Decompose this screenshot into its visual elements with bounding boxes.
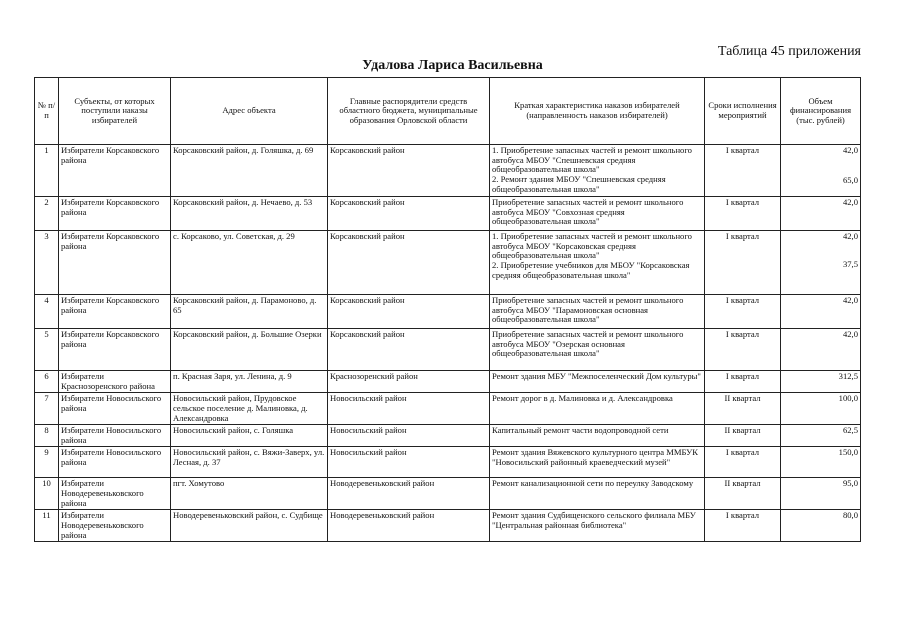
- description-item: Ремонт дорог в д. Малиновка и д. Александровка: [492, 393, 673, 404]
- table-row: [35, 393, 861, 425]
- row-description: [490, 510, 705, 542]
- row-subject: Избиратели Новодеревеньковского района: [59, 478, 171, 510]
- description-item: Ремонт здания Судбищенского сельского филиала МБУ "Центральная районная библиотека": [492, 510, 696, 530]
- row-amount: [781, 447, 861, 478]
- row-address: Новосильский район, Прудовское сельское поселение д. Малиновка, д. Александровка: [171, 393, 328, 425]
- row-description: [490, 425, 705, 447]
- row-subject: Избиратели Новодеревеньковского района: [59, 510, 171, 542]
- header-description: Краткая характеристика наказов избирателей (направленность наказов избирателей): [490, 78, 705, 145]
- row-term: I квартал: [705, 145, 781, 197]
- description-item: Ремонт здания МБУ "Межпоселенческий Дом культуры": [492, 371, 701, 381]
- row-address: п. Красная Заря, ул. Ленина, д. 9: [171, 371, 328, 393]
- person-name: Удалова Лариса Васильевна: [362, 58, 543, 73]
- row-term: I квартал: [705, 295, 781, 329]
- row-term: I квартал: [705, 329, 781, 371]
- amount-value: 100,0: [838, 393, 858, 404]
- row-subject: Избиратели Новосильского района: [59, 425, 171, 447]
- table-row: [35, 329, 861, 371]
- row-address: пгт. Хомутово: [171, 478, 328, 510]
- row-subject: Избиратели Корсаковского района: [59, 231, 171, 295]
- row-number: 11: [35, 510, 59, 542]
- row-amount: [781, 197, 861, 231]
- row-amount: [781, 145, 861, 197]
- row-manager: Корсаковский район: [328, 145, 490, 197]
- row-address: Корсаковский район, д. Большие Озерки: [171, 329, 328, 371]
- row-term: II квартал: [705, 393, 781, 425]
- description-item: Приобретение запасных частей и ремонт школьного автобуса МБОУ "Озерская основная общеобразовательная школа": [492, 329, 684, 359]
- description-item: 1. Приобретение запасных частей и ремонт школьного автобуса МБОУ "Корсаковская средняя общеобразовательная школа": [492, 231, 692, 261]
- row-subject: Избиратели Корсаковского района: [59, 329, 171, 371]
- table-row: [35, 510, 861, 542]
- amount-value: 95,0: [842, 478, 858, 489]
- row-amount: [781, 393, 861, 425]
- row-subject: Избиратели Корсаковского района: [59, 145, 171, 197]
- description-item: Капитальный ремонт части водопроводной сети: [492, 425, 669, 436]
- row-description: [490, 393, 705, 425]
- amount-value: 150,0: [838, 447, 858, 458]
- row-manager: Новосильский район: [328, 447, 490, 478]
- amount-value: 42,0: [842, 197, 858, 207]
- table-row: [35, 447, 861, 478]
- row-manager: Корсаковский район: [328, 231, 490, 295]
- table-header-row: [35, 78, 861, 145]
- row-subject: Избиратели Краснозоренского района: [59, 371, 171, 393]
- row-manager: Корсаковский район: [328, 197, 490, 231]
- row-number: 9: [35, 447, 59, 478]
- row-description: [490, 295, 705, 329]
- row-manager: Новодеревеньковский район: [328, 510, 490, 542]
- description-item: 2. Ремонт здания МБОУ "Спешневская средняя общеобразовательная школа": [492, 173, 666, 194]
- row-term: I квартал: [705, 447, 781, 478]
- row-term: I квартал: [705, 197, 781, 231]
- row-subject: Избиратели Корсаковского района: [59, 295, 171, 329]
- row-address: Корсаковский район, д. Нечаево, д. 53: [171, 197, 328, 231]
- description-item: 1. Приобретение запасных частей и ремонт школьного автобуса МБОУ "Спешневская средняя общеобразовательная школа": [492, 145, 692, 175]
- row-amount: [781, 478, 861, 510]
- row-number: 2: [35, 197, 59, 231]
- row-number: 10: [35, 478, 59, 510]
- amount-value: 42,0: [842, 231, 858, 241]
- amount-value: 42,0: [842, 329, 858, 339]
- row-amount: [781, 425, 861, 447]
- header-amount: Объем финансирования (тыс. рублей): [781, 78, 861, 145]
- orders-table: [34, 77, 861, 542]
- description-item: Ремонт здания Вяжевского культурного центра ММБУК "Новосильский районный краеведческий музей": [492, 447, 698, 467]
- row-amount: [781, 329, 861, 371]
- amount-value: 65,0: [842, 174, 858, 185]
- description-item: Приобретение запасных частей и ремонт школьного автобуса МБОУ "Совхозная средняя общеобразовательная школа": [492, 197, 684, 227]
- row-number: 6: [35, 371, 59, 393]
- table-row: [35, 478, 861, 510]
- table-row: [35, 425, 861, 447]
- row-manager: Корсаковский район: [328, 329, 490, 371]
- row-amount: [781, 295, 861, 329]
- row-manager: Краснозоренский район: [328, 371, 490, 393]
- header-manager: Главные распорядители средств областного бюджета, муниципальные образования Орловской области: [328, 78, 490, 145]
- row-amount: [781, 371, 861, 393]
- amount-value: 42,0: [842, 145, 858, 155]
- amount-value: 80,0: [842, 510, 858, 521]
- amount-value: 42,0: [842, 295, 858, 305]
- row-subject: Избиратели Новосильского района: [59, 393, 171, 425]
- row-term: II квартал: [705, 425, 781, 447]
- amount-value: 312,5: [838, 371, 858, 381]
- row-address: Новодеревеньковский район, с. Судбище: [171, 510, 328, 542]
- row-number: 7: [35, 393, 59, 425]
- amount-value: 62,5: [842, 425, 858, 436]
- row-manager: Новодеревеньковский район: [328, 478, 490, 510]
- row-description: [490, 447, 705, 478]
- header-term: Сроки исполнения мероприятий: [705, 78, 781, 145]
- row-term: I квартал: [705, 231, 781, 295]
- row-manager: Корсаковский район: [328, 295, 490, 329]
- row-address: Корсаковский район, д. Голяшка, д. 69: [171, 145, 328, 197]
- row-term: I квартал: [705, 371, 781, 393]
- appendix-label: Таблица 45 приложения: [717, 44, 861, 59]
- table-row: [35, 371, 861, 393]
- description-item: Ремонт канализационной сети по переулку Заводскому: [492, 478, 694, 489]
- row-amount: [781, 231, 861, 295]
- row-description: [490, 231, 705, 295]
- amount-value: 37,5: [842, 258, 858, 269]
- row-description: [490, 478, 705, 510]
- row-address: Корсаковский район, д. Парамоново, д. 65: [171, 295, 328, 329]
- row-subject: Избиратели Новосильского района: [59, 447, 171, 478]
- row-amount: [781, 510, 861, 542]
- row-address: Новосильский район, с. Голяшка: [171, 425, 328, 447]
- description-item: 2. Приобретение учебников для МБОУ "Корсаковская средняя общеобразовательная школа": [492, 259, 690, 280]
- row-subject: Избиратели Корсаковского района: [59, 197, 171, 231]
- row-description: [490, 145, 705, 197]
- row-term: I квартал: [705, 510, 781, 542]
- row-term: II квартал: [705, 478, 781, 510]
- row-description: [490, 371, 705, 393]
- table-row: [35, 295, 861, 329]
- table-row: [35, 231, 861, 295]
- table-row: [35, 145, 861, 197]
- row-manager: Новосильский район: [328, 425, 490, 447]
- row-number: 3: [35, 231, 59, 295]
- header-subject: Субъекты, от которых поступили наказы избирателей: [59, 78, 171, 145]
- row-address: Новосильский район, с. Вяжи-Заверх, ул. Лесная, д. 37: [171, 447, 328, 478]
- description-item: Приобретение запасных частей и ремонт школьного автобуса МБОУ "Парамоновская основная общеобразовательная школа": [492, 295, 684, 325]
- row-description: [490, 197, 705, 231]
- row-number: 1: [35, 145, 59, 197]
- row-number: 8: [35, 425, 59, 447]
- row-number: 4: [35, 295, 59, 329]
- table-row: [35, 197, 861, 231]
- row-manager: Новосильский район: [328, 393, 490, 425]
- row-address: с. Корсаково, ул. Советская, д. 29: [171, 231, 328, 295]
- header-address: Адрес объекта: [171, 78, 328, 145]
- row-description: [490, 329, 705, 371]
- row-number: 5: [35, 329, 59, 371]
- header-num: № п/п: [35, 78, 59, 145]
